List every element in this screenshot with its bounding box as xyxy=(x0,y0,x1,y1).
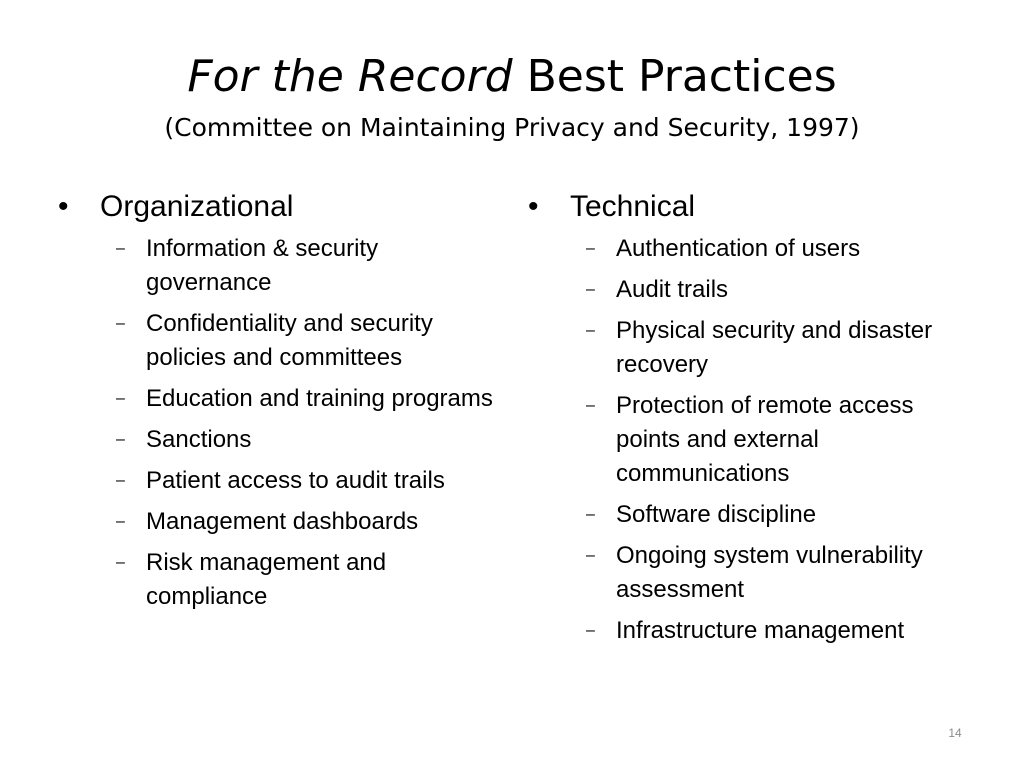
list-item xyxy=(58,464,498,498)
list-item xyxy=(528,389,968,491)
technical-heading-row xyxy=(528,186,968,228)
list-item-text: Physical security and disaster recovery xyxy=(616,317,933,378)
dash-icon: – xyxy=(586,240,595,257)
slide-title-rest: Best Practices xyxy=(512,51,837,102)
page-number: 14 xyxy=(948,726,962,740)
list-item xyxy=(528,273,968,307)
list-item-text: Education and training programs xyxy=(146,385,493,412)
list-item-text: Sanctions xyxy=(146,426,252,453)
dash-icon: – xyxy=(116,315,125,332)
dash-icon: – xyxy=(116,554,125,571)
dash-icon: – xyxy=(586,547,595,564)
list-item xyxy=(58,423,498,457)
list-item-text: Information & security governance xyxy=(146,235,379,296)
list-item xyxy=(528,314,968,382)
list-item-text: Audit trails xyxy=(616,276,729,303)
slide-subtitle: (Committee on Maintaining Privacy and Security, 1997) xyxy=(164,113,860,142)
slide-title xyxy=(0,50,1024,104)
list-item-text: Software discipline xyxy=(616,501,817,528)
list-item xyxy=(528,614,968,648)
dash-icon: – xyxy=(116,513,125,530)
list-item xyxy=(58,232,498,300)
list-item-text: Ongoing system vulnerability assessment xyxy=(616,542,923,603)
dash-icon: – xyxy=(586,622,595,639)
organizational-heading: Organizational xyxy=(100,190,294,223)
bullet-icon: • xyxy=(58,190,69,223)
list-item-text: Management dashboards xyxy=(146,508,419,535)
list-item-text: Risk management and compliance xyxy=(146,549,387,610)
dash-icon: – xyxy=(586,397,595,414)
list-item-text: Protection of remote access points and external communications xyxy=(616,392,914,487)
list-item-text: Patient access to audit trails xyxy=(146,467,445,494)
technical-column xyxy=(528,186,968,655)
dash-icon: – xyxy=(116,390,125,407)
bullet-icon: • xyxy=(528,190,539,223)
list-item xyxy=(528,539,968,607)
list-item xyxy=(58,505,498,539)
dash-icon: – xyxy=(116,472,125,489)
list-item-text: Authentication of users xyxy=(616,235,861,262)
list-item-text: Infrastructure management xyxy=(616,617,905,644)
organizational-list xyxy=(58,232,498,614)
list-item-text: Confidentiality and security policies and committees xyxy=(146,310,433,371)
list-item xyxy=(58,546,498,614)
list-item xyxy=(58,307,498,375)
technical-heading: Technical xyxy=(570,190,696,223)
dash-icon: – xyxy=(116,240,125,257)
list-item xyxy=(528,232,968,266)
organizational-column xyxy=(58,186,498,621)
list-item xyxy=(58,382,498,416)
list-item xyxy=(528,498,968,532)
dash-icon: – xyxy=(116,431,125,448)
dash-icon: – xyxy=(586,506,595,523)
organizational-heading-row xyxy=(58,186,498,228)
dash-icon: – xyxy=(586,322,595,339)
technical-list xyxy=(528,232,968,648)
dash-icon: – xyxy=(586,281,595,298)
slide-title-italic: For the Record xyxy=(187,51,513,102)
